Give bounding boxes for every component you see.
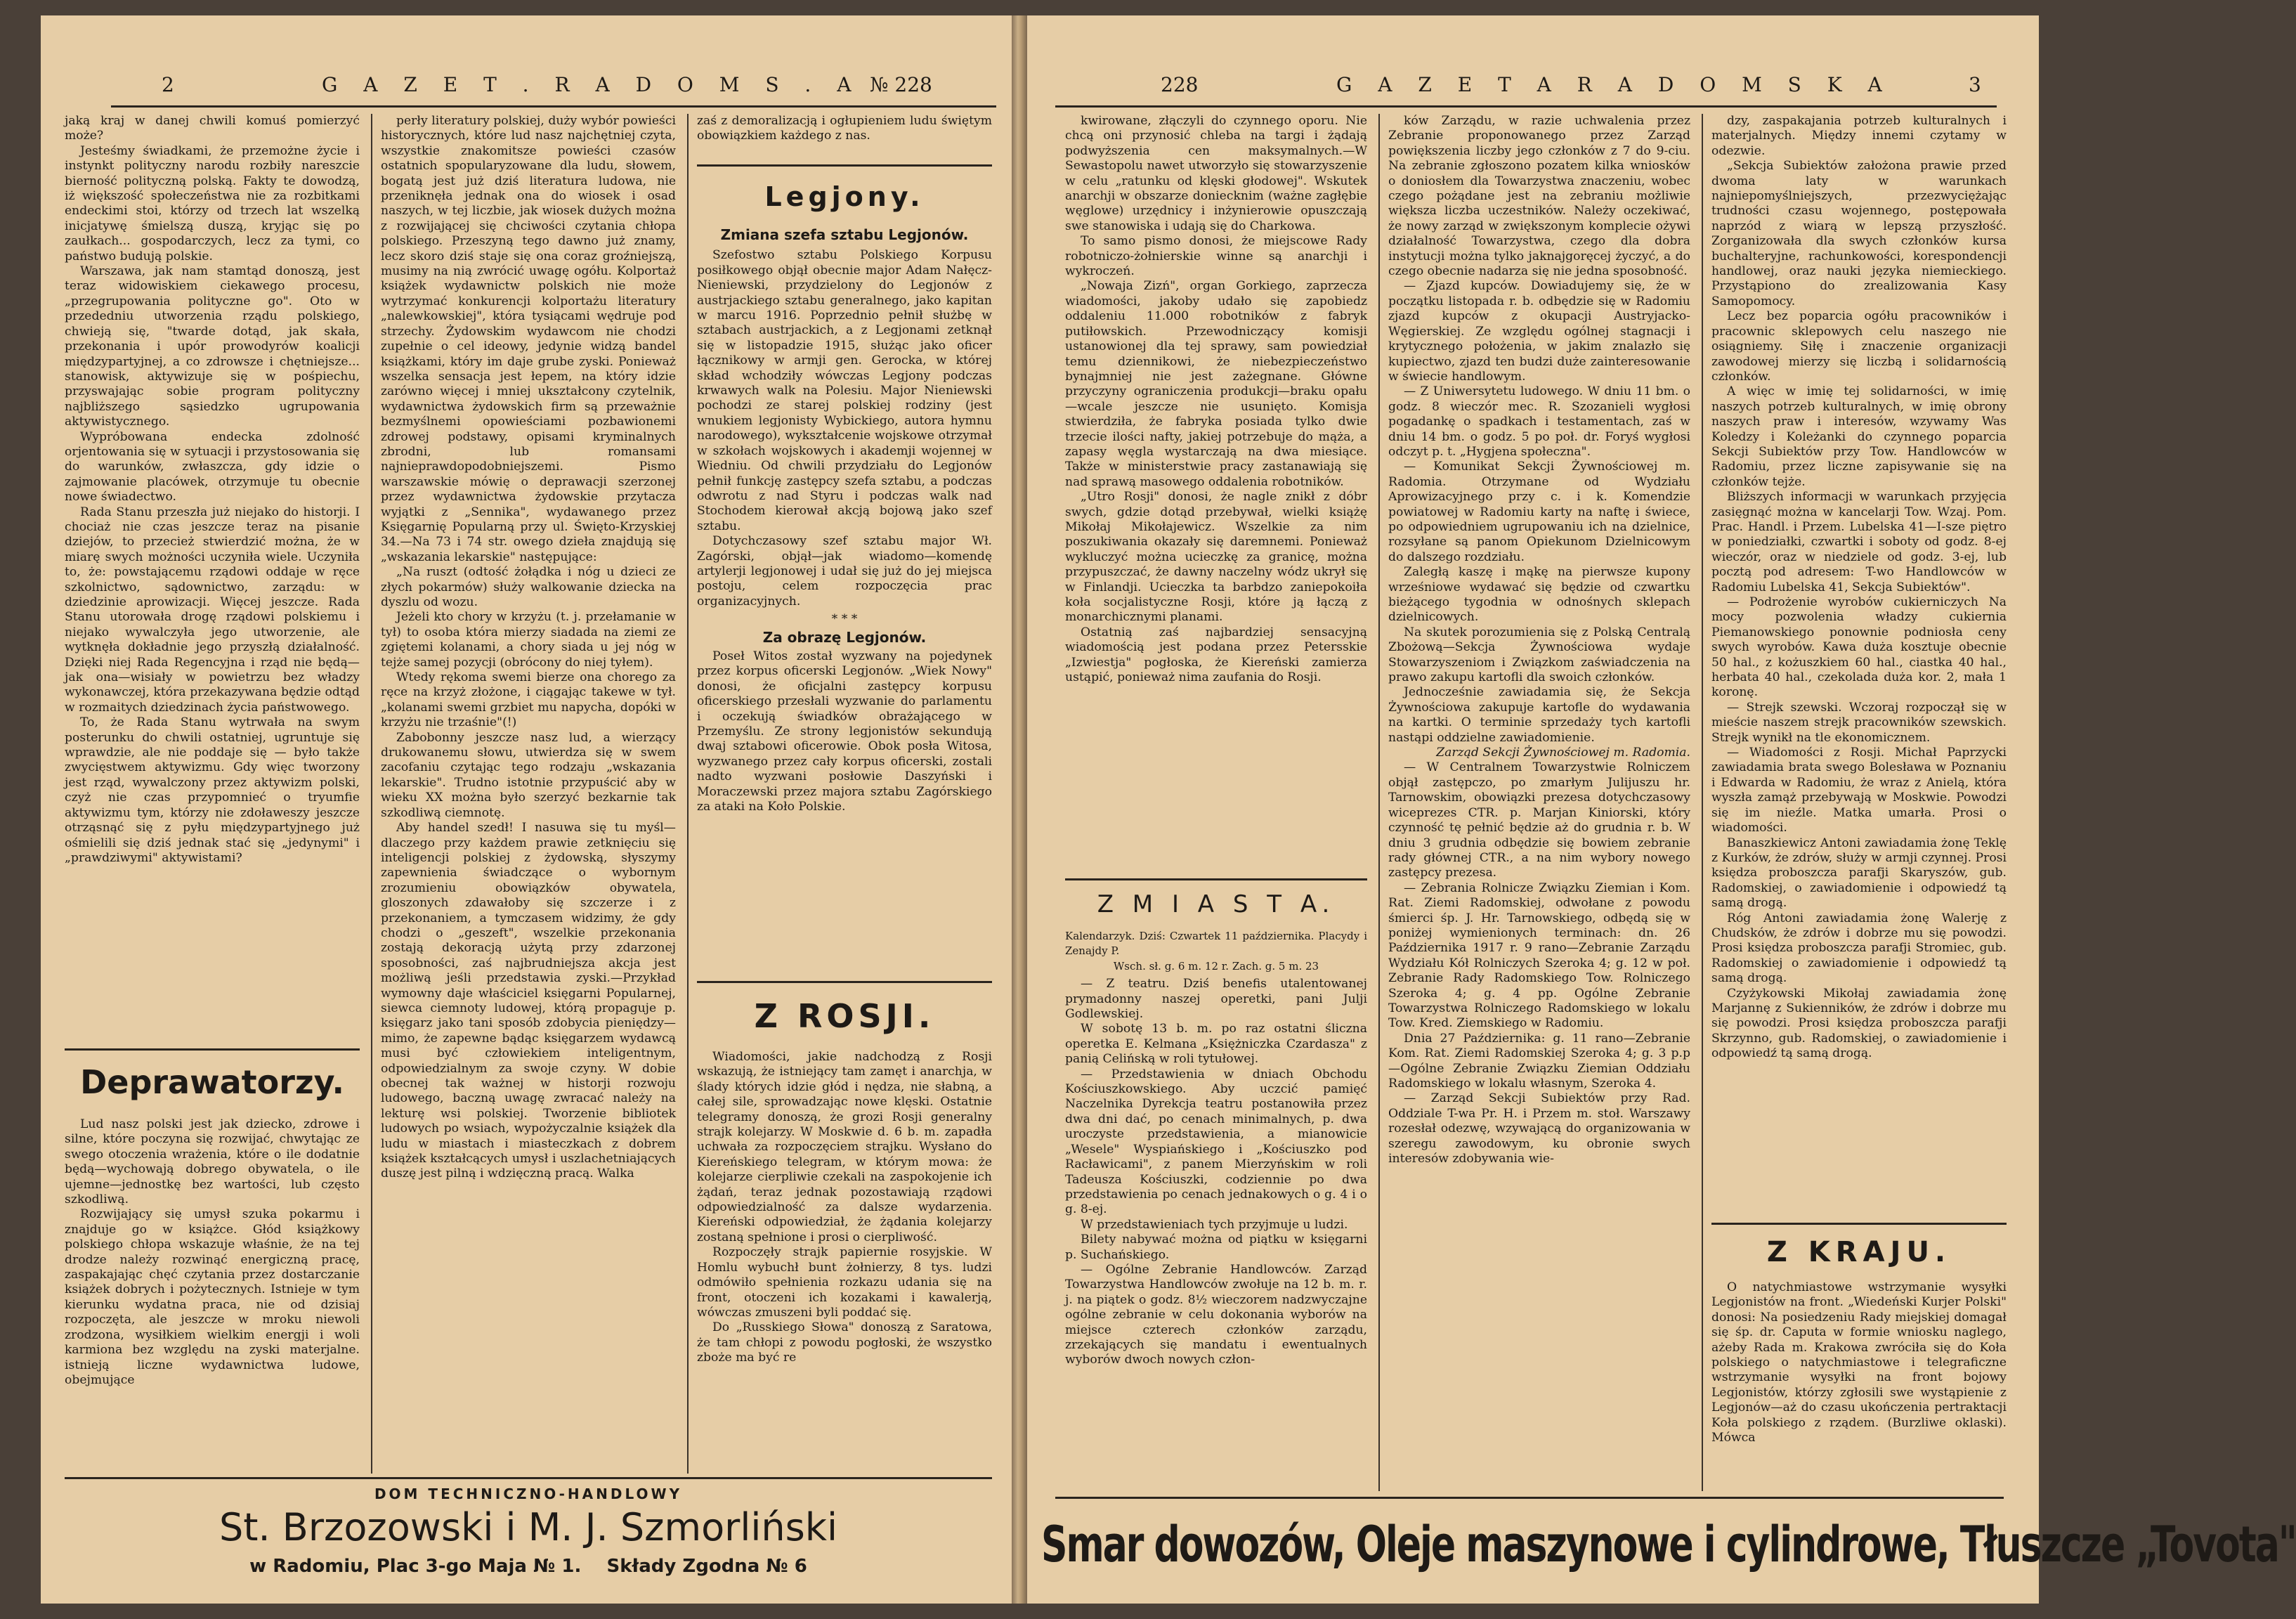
paragraph: — Strejk szewski. Wczoraj rozpoczął się w mieście naszem strejk pracowników szewskich. Strejk wynikł na tle ekonomicznem. [1711,700,2007,745]
paragraph: Róg Antoni zawiadamia żonę Walerję z Chudsków, że zdrów i dobrze mu się powodzi. Prosi księdza proboszcza parafji Stromiec, gub. Radomskiej o zawiadomienie i odpowiedź tą samą drogą. [1711,911,2007,986]
paragraph: Jednocześnie zawiadamia się, że Sekcja Żywnościowa zakupuje kartofle do wydawania na kartki. O terminie sprzedaży tych kartofli nastąpi oddzielne zawiadomienie. [1388,685,1690,745]
paragraph: Wiadomości, jakie nadchodzą z Rosji wskazują, że istniejący tam zamęt i anarchja, w ślady których idzie głód i nędza, nie słabną, a całej sile, sprowadzając nowe klęski. Ostatnie telegramy donoszą, że grozi Rosji generalny strajk kolejarzy. W Moskwie d. 6 b. m. zapadła uchwała za rozpoczęciem strajku. Wysłano do Kiereńskiego telegram, w którym mowa: że kolejarze cierpliwie czekali na zaspokojenie ich żądań, teraz jednak pozostawiają rządowi odpowiedzialność za dalsze wydarzenia. Kiereński odpowiedział, że żądania kolejarzy zostaną spełnione i prosi o cierpliwość. [697,1050,992,1244]
left-column-3-top [697,114,992,160]
left-issue-number: № 228 [870,73,932,96]
advertisement-heading: DOM TECHNICZNO-HANDLOWY [374,1485,683,1502]
left-page-header [111,66,996,108]
paragraph: To samo pismo donosi, że miejscowe Rady robotniczo-żołnierskie winne są anarchji i wykroczeń. [1065,234,1367,279]
paragraph: Poseł Witos został wyzwany na pojedynek przez korpus oficerski Legjonów. „Wiek Nowy" donosi, że oficjalni zastępcy korpusu oficerskiego przesłali wyzwanie do parlamentu i oczekują świadków obrażającego w Przemyślu. Ze strony legjonistów sekundują dwaj sztabowi oficerowie. Obok posła Witosa, wyzwanego przez cały korpus oficerski, zostali nadto wyzwani posłowie Daszyński i Moraczewski przez majora sztabu Zagórskiego za ataki na Koło Polskie. [697,649,992,814]
ad-divider [1055,1497,2004,1499]
subheading: Zmiana szefa sztabu Legjonów. [720,226,969,243]
paragraph: Lecz bez poparcia ogółu pracowników i pracownic sklepowych celu naszego nie osiągniemy. Siłę i znaczenie organizacji zawodowej mierzy się liczbą i solidarnością członków. [1711,309,2007,384]
right-column-3-lower [1711,1280,2007,1491]
right-column-3 [1711,114,2007,1218]
paragraph: Rada Stanu przeszła już niejako do historji. I chociaż nie czas jeszcze teraz na pisanie dziejów, to przecież stwierdzić można, że w miarę swych możności uczyniła wiele. Uczyniła to, że: powstającemu rządowi oddaje w ręce szkolnictwo, sądownictwo, zarządu: w dziedzinie aprowizacji. Więcej jeszcze. Rada Stanu utorowała drogę rządowi polskiemu i niejako wywalczyła jego utworzenie, ale wytknęła dokładnie jego przyszłą działalność. Dzięki niej Rada Regencyjna i rząd nie będą—jak ona—wisiały w powietrzu bez władzy wykonawczej, która przekazywana będzie odtąd w rozmaitych dziedzinach życia państwowego. [65,505,360,715]
advertisement-banner: Smar dowozów, Oleje maszynowe i cylindrowe, Tłuszcze „Tovota" [1041,1516,2296,1574]
section-divider [1711,1223,2007,1225]
right-issue-number: 228 [1161,73,1199,96]
paragraph: Dotychczasowy szef sztabu major Wł. Zagórski, objął—jak wiadomo—komendę artylerji legjonowej i udał się już do jej miejsca postoju, celem rozpoczęcia prac organizacyjnych. [697,534,992,609]
section-divider [65,1048,360,1051]
paragraph: „Na ruszt (odtość żołądka i nóg u dzieci ze złych pokarmów) służy walkowanie dziecka na dyszlu od wozu. [381,565,676,609]
right-page-number: 3 [1969,73,1981,96]
column-divider [1378,114,1380,1491]
paragraph: jaką kraj w danej chwili komuś pomierzyć może? [65,114,360,143]
paragraph: „Sekcja Subiektów założona prawie przed dwoma laty w warunkach najniepomyślniejszych, przezwyciężając trudności czasu wojennego, postępowała naprzód z wiarą w lepszą przyszłość. Zorganizowała dla swych członków kursa buchalteryjne, rachunkowości, korespondencji handlowej, oraz nauki języka niemieckiego. Przystąpiono do zrealizowania Kasy Samopomocy. [1711,159,2007,308]
right-page-header [1055,66,1997,108]
right-masthead: G A Z E T A R A D O M S K A [1336,73,1892,96]
separator-stars: * * * [831,612,858,627]
paragraph: „Nowaja Zizń", organ Gorkiego, zaprzecza wiadomości, jakoby udało się zapobiedz oddaleniu 11.000 robotników z fabryk putiłowskich. Przewodniczący komisji ustanowionej dla tej sprawy, sam powiedział temu dziennikowi, że niebezpieczeństwo bynajmniej nie jest zażegnane. Główne przyczyny ograniczenia produkcji—braku opału—wcale jeszcze nie usunięto. Komisja stwierdziła, że fabryka posiada tylko dwie trzecie ilości nafty, jakiej potrzebuje do mąża, a zapasy węgla wystarczają na dwa miesiące. Także w ministerstwie pracy zastanawiają się nad sprawą masowego oddalenia robotników. [1065,279,1367,489]
paragraph: dzy, zaspakajania potrzeb kulturalnych i materjalnych. Między innemi czytamy w odezwie. [1711,114,2007,158]
left-column-2 [381,114,676,1470]
section-heading-z-miasta: Z M I A S T A. [1097,890,1336,918]
paragraph: Do „Russkiego Słowa" donoszą z Saratowa, że tam chłopi z powodu pogłoski, że wszystko zboże ma być re [697,1320,992,1365]
paragraph: Bliższych informacji w warunkach przyjęcia zasięgnąć można w kancelarji Tow. Wzaj. Pom. Prac. Handl. i Przem. Lubelska 41—I-sze piętro w poniedziałki, czwartki i soboty od godz. 8-ej wieczór, oraz w niedziele od godz. 3-ej, lub pocztą pod adresem: T-wo Handlowców w Radomiu Lubelska 41, Sekcja Subiektów". [1711,490,2007,594]
article-heading-legjony: Legjony. [764,181,925,212]
left-page-number: 2 [162,73,174,96]
paragraph: Bilety nabywać można od piątku w księgarni p. Suchańskiego. [1065,1233,1367,1262]
left-column-3 [697,228,992,976]
paragraph: Na skutek porozumienia się z Polską Centralą Zbożową—Sekcja Żywnościowa wydaje Stowarzyszeniom i Związkom zaświadczenia na prawo zakupu kartofli dla swoich członków. [1388,625,1690,685]
paragraph: Lud nasz polski jest jak dziecko, zdrowe i silne, które poczyna się rozwijać, chwytając ze swego otoczenia wrażenia, które o ile dodatnie będą—wychowają dobrego obywatela, o ile ujemne—jednostkę bez wartości, lub często szkodliwą. [65,1117,360,1207]
article-heading-deprawatorzy: Deprawatorzy. [80,1063,344,1101]
paragraph: Aby handel szedł! I nasuwa się tu myśl—dlaczego przy każdem prawie zetknięciu się inteligencji polskiej z żydowską, słyszymy zapewnienia świadczące o wybornym zrozumieniu obowiązków obywatela, gloszonych zdawałoby się szczerze i z przekonaniem, a tymczasem widzimy, że gdy chodzi o „geszeft", wszelkie przekonania zostają dekoracją użytą przy zdarzonej sposobności, zaś najbrudniejsza akcja jest możliwą jeśli przedstawia zyski.—Przykład wymowny daje właściciel księgarni Popularnej, siewca ciemnoty ludowej, którą propaguje p. księgarz jako tani sposób zdobycia pieniędzy—mimo, że zapewne bądąc księgarzem wydawcą musi być człowiekiem inteligentnym, odpowiedzialnym za swoje czyny. W dobie obecnej tak ważnej w historji rozwoju ludowego, baczną uwagę zwracać należy na lekturę wsi polskiej. Tworzenie bibliotek ludowych po wsiach, wypożyczalnie książek dla ludu w miastach i miasteczkach z dobrem książek kształcących umysł i uszlachetniających duszę jest pilną i wdzięczną pracą. Walka [381,821,676,1181]
paragraph: A więc w imię tej solidarności, w imię naszych potrzeb kulturalnych, w imię obrony naszych praw i interesów, wzywamy Was Koledzy i Koleżanki do czynnego poparcia Sekcji Subiektów przy Tow. Handlowców w Radomiu, przez liczne zapisywanie się na członków tejże. [1711,384,2007,489]
paragraph: — Z teatru. Dziś benefis utalentowanej prymadonny naszej operetki, pani Julji Godlewskiej. [1065,977,1367,1022]
paragraph: Banaszkiewicz Antoni zawiadamia żonę Teklę z Kurków, że zdrów, służy w armji czynnej. Prosi księdza proboszcza parafji Skaryszów, gub. Radomskiej, o zawiadomienie i odpowiedź tą samą drogą. [1711,835,2007,911]
left-masthead: G A Z E T . R A D O M S . A [322,73,861,96]
section-divider [1065,878,1367,880]
paragraph: Wtedy rękoma swemi bierze ona chorego za ręce na krzyż złożone, i ciągając takewe w tył. „kolanami swemi grzbiet mu napycha, dopóki w krzyżu nie trzaśnie"(!) [381,670,676,730]
left-column-1 [65,114,360,1040]
paragraph: zaś z demoralizacją i ogłupieniem ludu świętym obowiązkiem każdego z nas. [697,114,992,143]
paragraph: — Przedstawienia w dniach Obchodu Kościuszkowskiego. Aby uczcić pamięć Naczelnika Dyrekcja teatru postanowiła przez dwa dni dać, po cenach minimalnych, p. dwa uroczyste przedstawienia, a mianowicie „Wesele" Wyspiańskiego i „Kościuszko pod Racławicami", z panem Mierzyńskim w roli Tadeusza Kościuszki, codziennie po dwa przedstawienia po cenach jednakowych o g. 4 i o g. 8-ej. [1065,1067,1367,1217]
paragraph: — Ogólne Zebranie Handlowców. Zarząd Towarzystwa Handlowców zwołuje na 12 b. m. r. j. na piątek o godz. 8½ wieczorem nadzwyczajne ogólne zebranie w celu dokonania wyborów na miejsce czterech członków zarządu, zrzekających się mandatu i ewentualnych wyborów dwoch nowych człon- [1065,1262,1367,1367]
paragraph: ków Zarządu, w razie uchwalenia przez Zebranie proponowanego przez Zarząd powiększenia liczby jego członków z 7 do 9-ciu. Na zebranie zgłoszono pozatem kilka wniosków o doniosłem dla Towarzystwa znaczeniu, wobec czego pożądane jest na zebraniu możliwie większa liczba uczestników. Należy oczekiwać, że nowy zarząd w zwiększonym komplecie ożywi działalność Towarzystwa, czego dla dobra instytucji można tylko jaknajgoręcej życzyć, a do czego obecnie nadarza się nie jedna sposobność. [1388,114,1690,279]
calendar-line: Kalendarzyk. Dziś: Czwartek 11 października. Placydy i Zenajdy P. [1065,930,1367,958]
column-divider [687,114,689,1474]
paragraph: O natychmiastowe wstrzymanie wysyłki Legjonistów na front. „Wiedeński Kurjer Polski" donosi: Na posiedzeniu Rady miejskiej domagał się śp. dr. Caputa w formie wniosku naglego, ażeby Rada m. Krakowa zwróciła się do Koła polskiego o natychmiastowe i telegraficzne wstrzymanie wysyłki na front bojowy Legjonistów, którzy zgłosili swe wystąpienie z Legjonów—aż do czasu ukończenia pertraktacji Koła polskiego z rządem. (Burzliwe oklaski). Mówca [1711,1280,2007,1445]
paragraph: Rozwijający się umysł szuka pokarmu i znajduje go w książce. Głód książkowy polskiego chłopa wskazuje właśnie, że na tej drodze należy rozwinąć energiczną pracę, zaspakajając chęć czytania przez dostarczanie książek dobrych i pożytecznych. Istnieje w tym kierunku wydatna praca, nie od dzisiaj rozpoczęta, ale jeszcze w mroku niewoli zrodzona, wysiłkiem wielkim energji i woli karmiona bez względu na zyski materjalne. istnieją liczne wydawnictwa ludowe, obejmujące [65,1207,360,1387]
paragraph: Rozpoczęły strajk papiernie rosyjskie. W Homlu wybuchł bunt żołnierzy, 8 tys. ludzi odmówiło spełnienia rozkazu udania się na front, otoczeni ich kozakami i kawalerją, wówczas zmuszeni byli poddać się. [697,1245,992,1320]
left-column-1-lower [65,1117,360,1467]
paragraph: Szefostwo sztabu Polskiego Korpusu posiłkowego objął obecnie major Adam Nałęcz-Nieniewski, przydzielony do Legjonów z austrjackiego sztabu generalnego, jako kapitan w marcu 1916. Poprzednio pełnił służbę w sztabach austrjackich, a z Legjonami zetknął się w listopadzie 1915, służąc jako oficer łącznikowy w armji gen. Gerocka, w której skład wchodziły wówczas Legjony podczas krwawych walk na Polesiu. Major Nieniewski pochodzi ze starej polskiej rodziny (jest wnukiem legjonisty Wybickiego, autora hymnu narodowego), wykształcenie wojskowe otrzymał w szkołach wojskowych i akademji wojennej w Wiedniu. Od chwili przydziału do Legjonów pełnił funkcję zastępcy szefa sztabu, a podczas odwrotu z nad Styru i podczas walk nad Stochodem kierował akcją bojową jako szef sztabu. [697,248,992,533]
paragraph: kwirowane, złączyli do czynnego oporu. Nie chcą oni przynosić chleba na targi i żądają podwyższenia cen maksymalnych.—W Sewastopolu nawet utworzyło się stowarzyszenie w celu „ratunku od klęski głodowej". Wskutek anarchji w obszarze doniecknim (ważne zagłębie węglowe) urzędnicy i inżynierowie opuszczają swe stanowiska i udają się do Charkowa. [1065,114,1367,233]
paragraph: Warszawa, jak nam stamtąd donoszą, jest teraz widowiskiem ciekawego procesu, „przegrupowania polityczne go". Oto w przededniu utworzenia rządu polskiego, chwieją się, "twarde dotąd, jak skała, przekonania i upór prowodyrów koalicji międzypartyjnej, a co zdrowsze i chętniejsze... stanowisk, aktywizuje się w pośpiechu, przyswajając sobie program polityczny najbliższego sąsiedzko ugrupowania aktywistycznego. [65,264,360,429]
paragraph: — Zebrania Rolnicze Związku Ziemian i Kom. Rat. Ziemi Radomskiej, odwołane z powodu śmierci śp. J. Hr. Tarnowskiego, odbędą się w poniżej wymienionych terminach: dn. 26 Października 1917 r. 9 rano—Zebranie Zarządu Wydziału Kół Rolniczych Szeroka 4; g. 12 w poł. Zebranie Rady Radomskiego Tow. Rolniczego Szeroka 4; g. 4 pp. Ogólne Zebranie Towarzystwa Rolniczego Radomskiego w lokalu Tow. Kred. Ziemskiego w Radomiu. [1388,880,1690,1031]
signature: Zarząd Sekcji Żywnościowej m. Radomia. [1436,746,1690,760]
paragraph: Zabobonny jeszcze nasz lud, a wierzący drukowanemu słowu, utwierdza się w swem zacofaniu czytając tego rodzaju „wskazania lekarskie". Trudno istotnie przypuścić aby w wieku XX można było szerzyć bezkarnie tak szkodliwą ciemnotę. [381,730,676,820]
paragraph: — Zjazd kupców. Dowiadujemy się, że w początku listopada r. b. odbędzie się w Radomiu zjazd kupców z okupacji Austryjacko-Węgierskiej. Ze względu ogólnej stagnacji i krytycznego położenia, w jakim znalazło się kupiectwo, zjazd ten budzi duże zainteresowanie w świecie handlowym. [1388,279,1690,384]
advertisement-company: St. Brzozowski i M. J. Szmorliński [219,1505,837,1549]
right-column-2 [1388,114,1690,1491]
paragraph: Czyżykowski Mikołaj zawiadamia żonę Marjannę z Sukienników, że zdrów i dobrze mu się powodzi. Prosi księdza proboszcza parafji Skrzynno, gub. Radomskiej, o zawiadomienie i odpowiedź tą samą drogą. [1711,986,2007,1061]
column-divider [1702,114,1703,1491]
paragraph: Ostatnią zaś najbardziej sensacyjną wiadomością jest podana przez Petersskie „Izwiestja" pogłoska, że Kiereński zamierza ustąpić, ponieważ nima zaufania do Rosji. [1065,625,1367,685]
column-divider [371,114,372,1474]
right-column-1-lower [1065,929,1367,1491]
section-divider [697,164,992,167]
paragraph: Wypróbowana endecka zdolność orjentowania się w sytuacji i przystosowania się do warunków, zwłaszcza, gdy idzie o zajmowanie placówek, otrzymuje tu obecnie nowe świadectwo. [65,429,360,505]
paragraph: — Zarząd Sekcji Subiektów przy Rad. Oddziale T-wa Pr. H. i Przem m. stoł. Warszawy rozesłał odezwę, wzywającą do organizowania w szeregu zawodowym, ku obronie swych interesów zdobywania wie- [1388,1091,1690,1166]
binding-spine [1012,15,1027,1604]
paragraph: — Podrożenie wyrobów cukierniczych Na mocy pozwolenia władzy cukiernia Piemanowskiego ponownie podniosła ceny swych wyrobów. Kawa duża kosztuje obecnie 50 hal., z kożuszkiem 60 hal., ciastka 40 hal., herbata 40 hal., czekolada duża kor. 2, mała 1 koronę. [1711,595,2007,700]
paragraph: — W Centralnem Towarzystwie Rolniczem objął zastępczo, po zmarłym Julijuszu hr. Tarnowskim, obowiązki prezesa dotychczasowy wiceprezes CTR. p. Marjan Kiniorski, który czynność tę pełnić będzie aż do grudnia r. b. W dniu 3 grudnia odbędzie się bowiem zebranie rady głównej CTR., a na nim wybory nowego zastępcy prezesa. [1388,760,1690,880]
paragraph: „Utro Rosji" donosi, że nagle znikł z dóbr swych, gdzie dotąd przebywał, wielki książę Mikołaj Mikołajewicz. Wszelkie za nim poszukiwania okazały się daremnemi. Ponieważ wykluczyć można ucieczkę za granicę, można przypuszczać, że dawny naczelny wódz ukrył się w Finlandji. Ucieczka ta barbdzo zaniepokoiła koła socjalistyczne Rosji, które ją łączą z monarchicznymi planami. [1065,490,1367,625]
section-heading-z-kraju: Z KRAJU. [1766,1236,1952,1268]
section-divider [697,981,992,983]
right-page [1027,15,2296,1604]
paragraph: — Komunikat Sekcji Żywnościowej m. Radomia. Otrzymane od Wydziału Aprowizacyjnego przy c. i k. Komendzie powiatowej w Radomiu karty na naftę i świece, po odpowiedniem ugrupowaniu ich na dzielnice, rozsyłane są panom Opiekunom Dzielnicowym do dalszego rozdziału. [1388,460,1690,564]
left-page [41,15,1012,1604]
paragraph: Zaległą kaszę i mąkę na pierwsze kupony wrześniowe wydawać się będzie od czwartku bieżącego tygodnia w odnośnych sklepach dzielnicowych. [1388,565,1690,625]
paragraph: Jeżeli kto chory w krzyżu (t. j. przełamanie w tył) to osoba która mierzy siadada na ziemi ze zgiętemi kolanami, a chory siada u jej nóg w tejże samej pozycji (obrócony do niej tyłem). [381,610,676,670]
left-column-3-lower [697,1050,992,1470]
subheading: Za obrazę Legjonów. [762,628,927,646]
paragraph: W przedstawieniach tych przyjmuje u ludzi. [1081,1217,1348,1232]
sunrise-sunset-line: Wsch. sł. g. 6 m. 12 r. Zach. g. 5 m. 23 [1113,959,1319,973]
ad-divider [65,1477,992,1479]
paragraph: — Wiadomości z Rosji. Michał Paprzycki zawiadamia brata swego Bolesława w Poznaniu i Edwarda w Radomiu, że wraz z Anielą, która wyszła zamąż przebywają w Moskwie. Powodzi się im nieźle. Matka umarła. Prosi o wiadomości. [1711,746,2007,835]
advertisement-address: w Radomiu, Plac 3-go Maja № 1. Składy Zgodna № 6 [249,1556,807,1577]
article-heading-z-rosji: Z ROSJI. [754,997,935,1035]
paragraph: perły literatury polskiej, duży wybór powieści historycznych, które lud nasz najchętniej czyta, wszystkie znakomitsze powieści czasów ostatnich spopularyzowane dla ludu, słowem, bogatą jest już dziś literatura ludowa, nie przeniknęła jednak ona do wiosek i osad naszych, w tej liczbie, jak wiosek dużych można z rozwijającej się chciwości czytania chłopa polskiego. Przeszyną tego dawno już znamy, lecz skoro dziś staje się ona coraz groźniejszą, musimy na nią zwrócić uwagę ogółu. Kolportaż książek wydawnictw polskich nie może wytrzymać konkurencji kolportażu literatury „nalewkowskiej", która tysiącami wędruje pod strzechy. Żydowskim wydawcom nie chodzi zupełnie o cel ideowy, jedynie widzą bandel książkami, który im daje grube zyski. Ponieważ wszelka sensacja jest łepem, na który idzie zarówno więcej i mniej ukształcony czytelnik, wydawnictwa żydowskich firm są przeważnie bezmyślnemi opowieściami pozbawionemi zdrowej podstawy, opisami kryminalnych zbrodni, lub romansami najnieprawdopodobniejszemi. Pismo warszawskie mówię o deprawacji szerzonej przez wydawnictwa żydowskie przytacza wyjątki z „Sennika", wydawanego przez Księgarnię Popularną przy ul. Święto-Krzyskiej 34.—Na 73 i 74 str. owego dzieła znajdują się „wskazania lekarskie" następujące: [381,114,676,564]
paragraph: W sobotę 13 b. m. po raz ostatni śliczna operetka E. Kelmana „Księżniczka Czardasza" z panią Celińską w roli tytułowej. [1065,1022,1367,1067]
paragraph: — Z Uniwersytetu ludowego. W dniu 11 bm. o godz. 8 wieczór mec. R. Szozanieli wygłosi pogadankę o spadkach i testamentach, zaś w dniu 14 bm. o godz. 5 po poł. dr. Foryś wygłosi odczyt p. t. „Hygjena społeczna". [1388,384,1690,459]
paragraph: To, że Rada Stanu wytrwała na swym posterunku do chwili ostatniej, ugruntuje się wprawdzie, ale nie poddaje się — było także zwycięstwem aktywizmu. Gdy więc tworzony jest rząd, wywalczony przez aktywizm polski, czyż nie czas przypomnieć o tryumfie aktywizmu tym, którzy nie zdoławeszy jeszcze otrząsnąć się z pyłu międzypartyjnego już ośmielili się dziś jednak stać się „jedynymi" i „prawdziwymi" aktywistami? [65,715,360,865]
paragraph: Jesteśmy świadkami, że przemożne życie i instynkt polityczny narodu rozbiły nareszcie bierność polityczną polską. Fakty te dowodzą, iż większość społeczeństwa nie za rozbitkami endeckimi stoi, którzy od trzech lat wszelką inicjatywę śmielszą duszą, kryjąc się po zaułkach... gospodarczych, lecz za tymi, co państwo budują polskie. [65,143,360,264]
paragraph: Dnia 27 Października: g. 11 rano—Zebranie Kom. Rat. Ziemi Radomskiej Szeroka 4; g. 3 p.p—Ogólne Zebranie Związku Ziemian Oddziału Radomskiego w lokalu własnym, Szeroka 4. [1388,1031,1690,1091]
right-column-1 [1065,114,1367,873]
